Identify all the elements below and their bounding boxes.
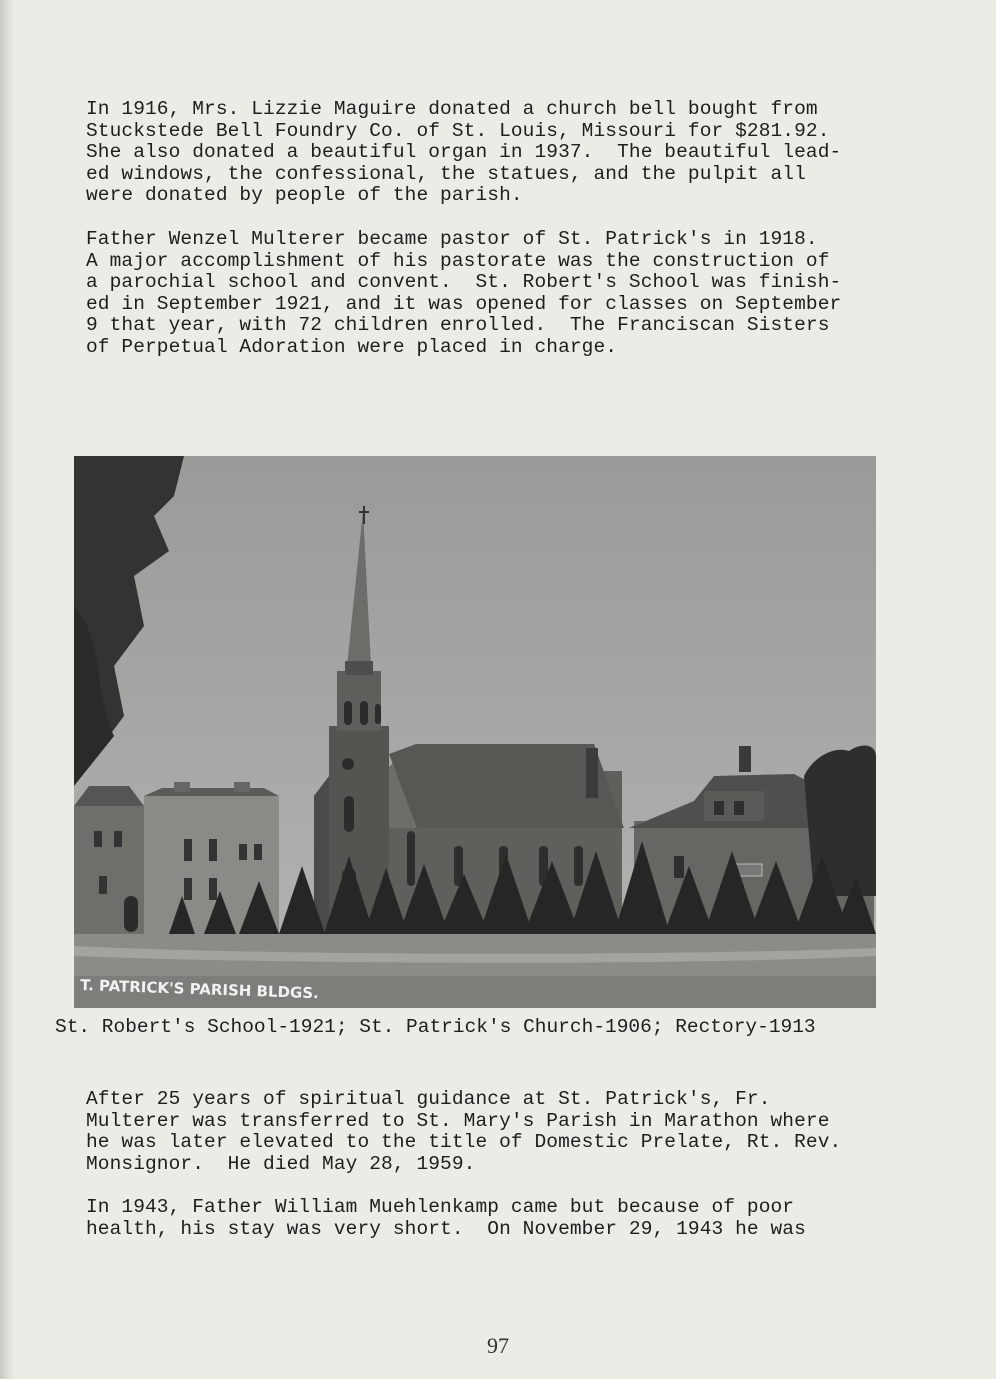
text-line: he was later elevated to the title of Domestic Prelate, Rt. Rev. [86,1131,842,1154]
paragraph-father-multerer [86,229,926,359]
text-line: a parochial school and convent. St. Robert's School was finish- [86,271,842,294]
text-line: Multerer was transferred to St. Mary's Parish in Marathon where [86,1109,830,1132]
text-line: After 25 years of spiritual guidance at St. Patrick's, Fr. [86,1088,771,1110]
text-line: She also donated a beautiful organ in 1937. The beautiful lead- [86,141,842,164]
text-line: Stuckstede Bell Foundry Co. of St. Louis, Missouri for $281.92. [86,119,830,142]
text-line: In 1943, Father William Muehlenkamp came but because of poor [86,1196,795,1218]
parish-buildings-photo [74,456,876,1008]
text-line: Father Wenzel Multerer became pastor of St. Patrick's in 1918. [86,228,818,250]
paragraph-father-muehlenkamp [86,1197,926,1240]
photo-caption: St. Robert's School-1921; St. Patrick's Church-1906; Rectory-1913 [55,1016,816,1038]
text-line: Monsignor. He died May 28, 1959. [86,1152,476,1175]
photo-inscription: T. PATRICK'S PARISH BLDGS. [79,976,320,1003]
text-line: ed windows, the confessional, the statues, and the pulpit all [86,162,806,185]
text-line: of Perpetual Adoration were placed in charge. [86,335,618,358]
text-line: 9 that year, with 72 children enrolled. The Franciscan Sisters [86,314,830,337]
text-line: A major accomplishment of his pastorate was the construction of [86,249,830,272]
paragraph-church-bell [86,99,926,207]
paragraph-transfer-marathon [86,1089,926,1175]
page-number: 97 [487,1333,509,1358]
text-line: were donated by people of the parish. [86,184,523,207]
text-line: In 1916, Mrs. Lizzie Maguire donated a church bell bought from [86,98,818,120]
text-line: ed in September 1921, and it was opened for classes on September [86,292,842,315]
book-gutter-shadow [0,0,14,1379]
text-line: health, his stay was very short. On November 29, 1943 he was [86,1217,806,1240]
